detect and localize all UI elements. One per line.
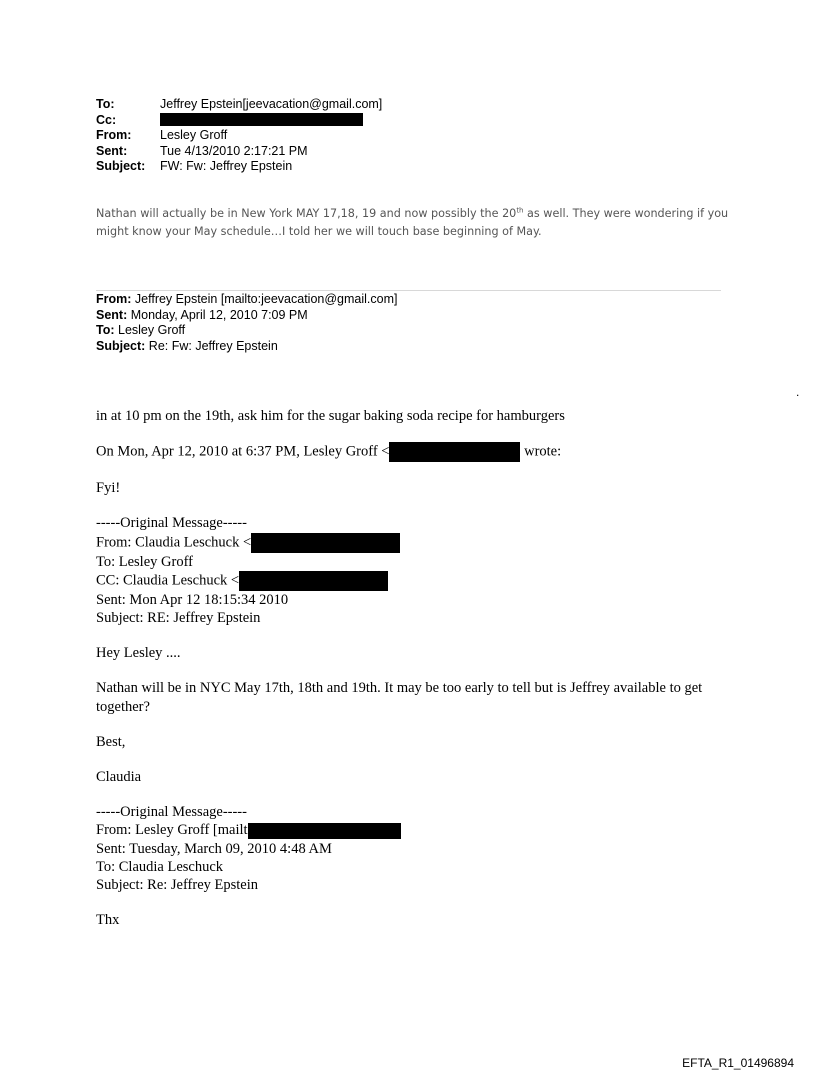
redaction-bar (248, 823, 401, 839)
orig1-from (96, 533, 736, 553)
sent-label: Sent: (96, 143, 128, 158)
orig2-to: To: Claudia Leschuck (96, 858, 224, 875)
nathan-paragraph: Nathan will be in NYC May 17th, 18th and 19th. It may be too early to tell but is Jeffrey available to get together? (96, 680, 703, 715)
attribution-prefix: On Mon, Apr 12, 2010 at 6:37 PM, Lesley Groff < (96, 443, 390, 460)
fwd-from-value: Jeffrey Epstein [mailto:jeevacation@gmail.com] (131, 292, 398, 306)
orig1-sent: Sent: Mon Apr 12 18:15:34 2010 (96, 591, 289, 608)
reply-attribution (96, 442, 736, 462)
email-header (96, 97, 382, 175)
orig1-cc (96, 571, 736, 591)
from-label: From: (96, 128, 132, 142)
reply-note (96, 205, 736, 241)
redaction-bar (239, 571, 388, 591)
original-message-header: -----Original Message----- (96, 515, 247, 532)
to-value: Jeffrey Epstein[jeevacation@gmail.com] (160, 97, 383, 111)
orig2-subject: Subject: Re: Jeffrey Epstein (96, 877, 259, 894)
signature-claudia: Claudia (96, 769, 142, 786)
redaction-bar (251, 533, 400, 553)
thx-line: Thx (96, 912, 120, 929)
orig1-to: To: Lesley Groff (96, 553, 193, 570)
attribution-suffix: wrote: (524, 443, 562, 460)
header-subject-row (96, 159, 382, 175)
fwd-subject-row (96, 339, 397, 355)
document-id: EFTA_R1_01496894 (682, 1056, 794, 1070)
fwd-to-value: Lesley Groff (114, 323, 186, 337)
greeting-line: Hey Lesley .... (96, 645, 181, 662)
fwd-to-row (96, 323, 397, 339)
orig1-subject: Subject: RE: Jeffrey Epstein (96, 610, 261, 627)
fwd-sent-row (96, 308, 397, 324)
orig2-from (96, 821, 736, 839)
to-label: To: (96, 97, 115, 111)
fwd-sent-label: Sent: (96, 307, 128, 322)
redaction-bar (160, 113, 363, 126)
message-body (96, 407, 736, 929)
divider-line (96, 290, 721, 291)
fwd-subject-value: Re: Fw: Jeffrey Epstein (145, 338, 278, 353)
forwarded-header (96, 292, 397, 354)
header-to-row (96, 97, 382, 113)
body-line-first: in at 10 pm on the 19th, ask him for the sugar baking soda recipe for hamburgers (96, 408, 565, 424)
fwd-from-row (96, 292, 397, 308)
fyi-line: Fyi! (96, 480, 121, 497)
fwd-from-label: From: (96, 292, 132, 306)
note-superscript: th (516, 206, 524, 215)
header-from-row (96, 128, 382, 144)
cc-label: Cc: (96, 112, 117, 127)
orig1-cc-text: CC: Claudia Leschuck < (96, 572, 240, 589)
fwd-subject-label: Subject: (96, 338, 146, 353)
from-value: Lesley Groff (160, 128, 228, 142)
margin-mark: . (796, 385, 800, 399)
original-message-header: -----Original Message----- (96, 804, 247, 821)
fwd-to-label: To: (96, 323, 115, 337)
subject-value: FW: Fw: Jeffrey Epstein (160, 159, 293, 173)
sent-value: Tue 4/13/2010 2:17:21 PM (160, 143, 308, 158)
orig1-from-text: From: Claudia Leschuck < (96, 533, 252, 550)
subject-label: Subject: (96, 159, 146, 173)
note-text-part1: Nathan will actually be in New York MAY 17,18, 19 and now possibly the 20 (96, 207, 517, 220)
header-sent-row (96, 144, 382, 160)
redaction-bar (389, 442, 520, 462)
signoff-best: Best, (96, 733, 126, 750)
orig2-from-text: From: Lesley Groff [mailt (96, 822, 248, 839)
note-text-part2: as well. They were wondering if you might know your May schedule…I told her we will touch base beginning of May. (96, 207, 729, 238)
orig2-sent: Sent: Tuesday, March 09, 2010 4:48 AM (96, 840, 332, 857)
fwd-sent-value: Monday, April 12, 2010 7:09 PM (127, 307, 308, 322)
header-cc-row (96, 113, 382, 129)
